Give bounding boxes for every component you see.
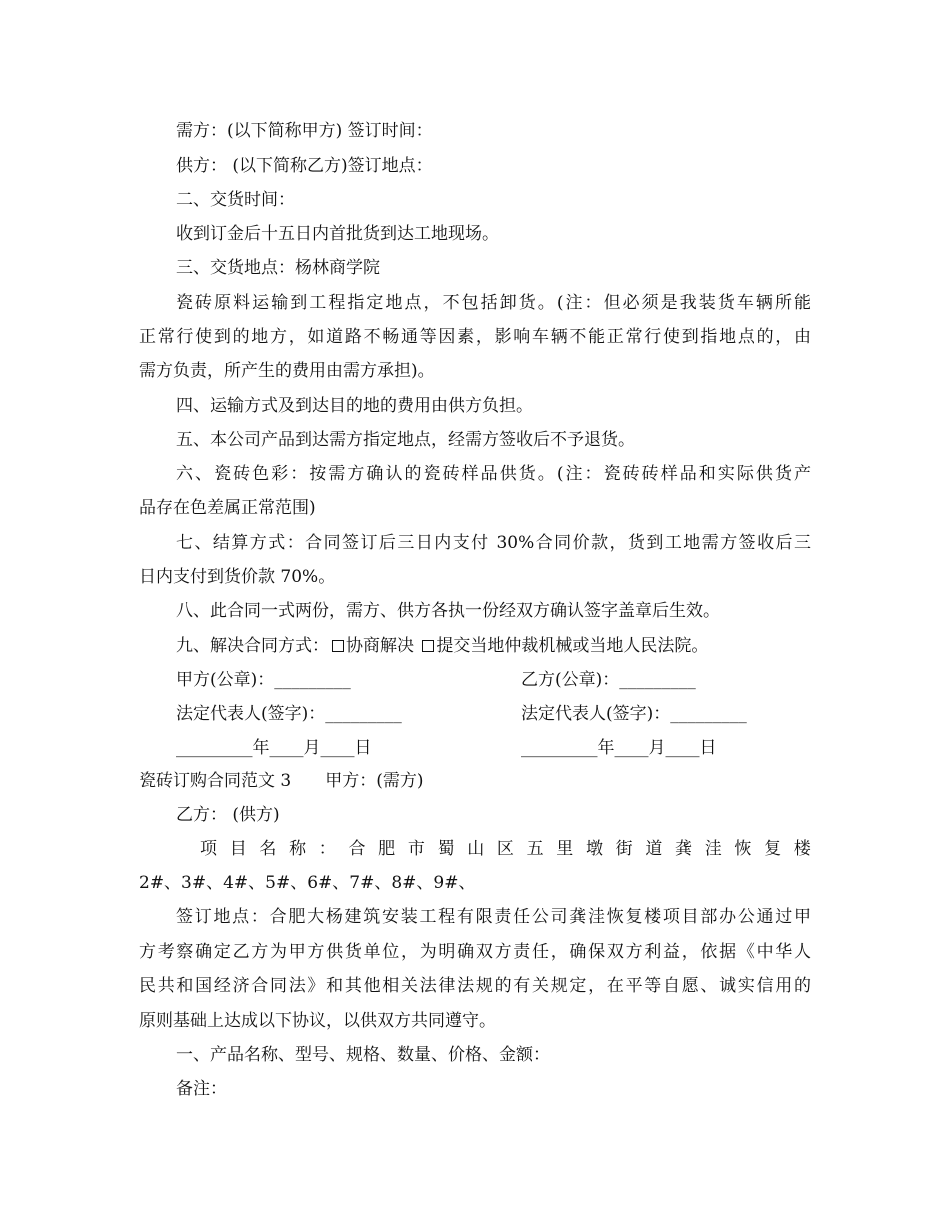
- char: 山: [467, 839, 485, 859]
- char: 蜀: [437, 839, 455, 859]
- clause-5: 五、本公司产品到达需方指定地点，经需方签收后不予退货。: [176, 430, 635, 450]
- paragraph-line: 需方负责，所产生的费用由需方承担)。: [139, 361, 435, 381]
- party-b-date: _________年____月____日: [521, 738, 717, 758]
- paragraph-line: 品存在色差属正常范围): [139, 498, 316, 518]
- clause-7: 七、结算方式：合同签订后三日内支付 30%合同价款，货到工地需方签收后三: [176, 533, 811, 553]
- party-a-seal: 甲方(公章)：_________: [176, 670, 351, 690]
- checkbox-icon[interactable]: [422, 640, 434, 652]
- party-b-representative: 法定代表人(签字)：_________: [521, 704, 747, 724]
- party-b-seal: 乙方(公章)：_________: [521, 670, 696, 690]
- paragraph-line: 原则基础上达成以下协议，以供双方共同遵守。: [139, 1011, 496, 1031]
- paragraph-line: 正常行使到的地方，如道路不畅通等因素，影响车辆不能正常行使到指地点的，由: [139, 327, 811, 347]
- char: 区: [496, 839, 514, 859]
- paragraph-line: 瓷砖原料运输到工程指定地点，不包括卸货。(注：但必须是我装货车辆所能: [176, 293, 811, 313]
- char: 复: [764, 839, 782, 859]
- contract-3-title: 瓷砖订购合同范文 3 甲方：(需方): [139, 771, 424, 791]
- char: 道: [645, 839, 663, 859]
- paragraph-line: 民共和国经济合同法》和其他相关法律法规的有关规定，在平等自愿、诚实信用的: [139, 976, 811, 996]
- buyer-line: 需方：(以下简称甲方) 签订时间：: [176, 121, 433, 141]
- clause-9: [176, 635, 708, 657]
- char: 肥: [378, 839, 396, 859]
- char: ：: [318, 839, 336, 859]
- clause-6: 六、瓷砖色彩：按需方确认的瓷砖样品供货。(注：瓷砖砖样品和实际供货产: [176, 464, 811, 484]
- seller-line: 供方： (以下简称乙方)签订地点：: [176, 156, 433, 176]
- paragraph-line: 日内支付到货价款 70%。: [139, 567, 336, 587]
- char: 名: [259, 839, 277, 859]
- project-name-line: [200, 838, 811, 860]
- clause-9-label: 九、解决合同方式：: [176, 636, 329, 656]
- delivery-place-heading: 三、交货地点：杨林商学院: [176, 258, 380, 278]
- clause-8: 八、此合同一式两份，需方、供方各执一份经双方确认签字盖章后生效。: [176, 601, 720, 621]
- char: 项: [200, 839, 217, 859]
- char: 称: [289, 839, 307, 859]
- char: 恢: [734, 839, 752, 859]
- signing-place-paragraph: 签订地点：合肥大杨建筑安装工程有限责任公司龚洼恢复楼项目部办公通过甲: [176, 907, 811, 927]
- party-a-representative: 法定代表人(签字)：_________: [176, 704, 402, 724]
- char: 墩: [585, 839, 603, 859]
- checkbox-label-negotiate: 协商解决: [346, 636, 420, 656]
- checkbox-icon[interactable]: [332, 640, 344, 652]
- char: 五: [526, 839, 544, 859]
- paragraph-line: 方考察确定乙方为甲方供货单位，为明确双方责任，确保双方利益，依据《中华人: [139, 942, 811, 962]
- remarks-label: 备注：: [176, 1079, 227, 1099]
- product-clause-heading: 一、产品名称、型号、规格、数量、价格、金额：: [176, 1045, 550, 1065]
- char: 里: [556, 839, 574, 859]
- party-a-date: _________年____月____日: [176, 738, 372, 758]
- checkbox-label-arbitration: 提交当地仲裁机械或当地人民法院。: [436, 636, 709, 656]
- char: 街: [615, 839, 633, 859]
- char: 楼: [793, 839, 811, 859]
- building-numbers: 2#、3#、4#、5#、6#、7#、8#、9#、: [139, 873, 476, 893]
- char: 合: [348, 839, 366, 859]
- char: 洼: [704, 839, 722, 859]
- clause-4: 四、运输方式及到达目的地的费用由供方负担。: [176, 396, 533, 416]
- char: 市: [407, 839, 425, 859]
- char: 目: [229, 839, 247, 859]
- char: 龚: [675, 839, 692, 859]
- delivery-time-heading: 二、交货时间：: [176, 190, 295, 210]
- party-b-line: 乙方： (供方): [176, 805, 280, 825]
- delivery-time-text: 收到订金后十五日内首批货到达工地现场。: [176, 224, 499, 244]
